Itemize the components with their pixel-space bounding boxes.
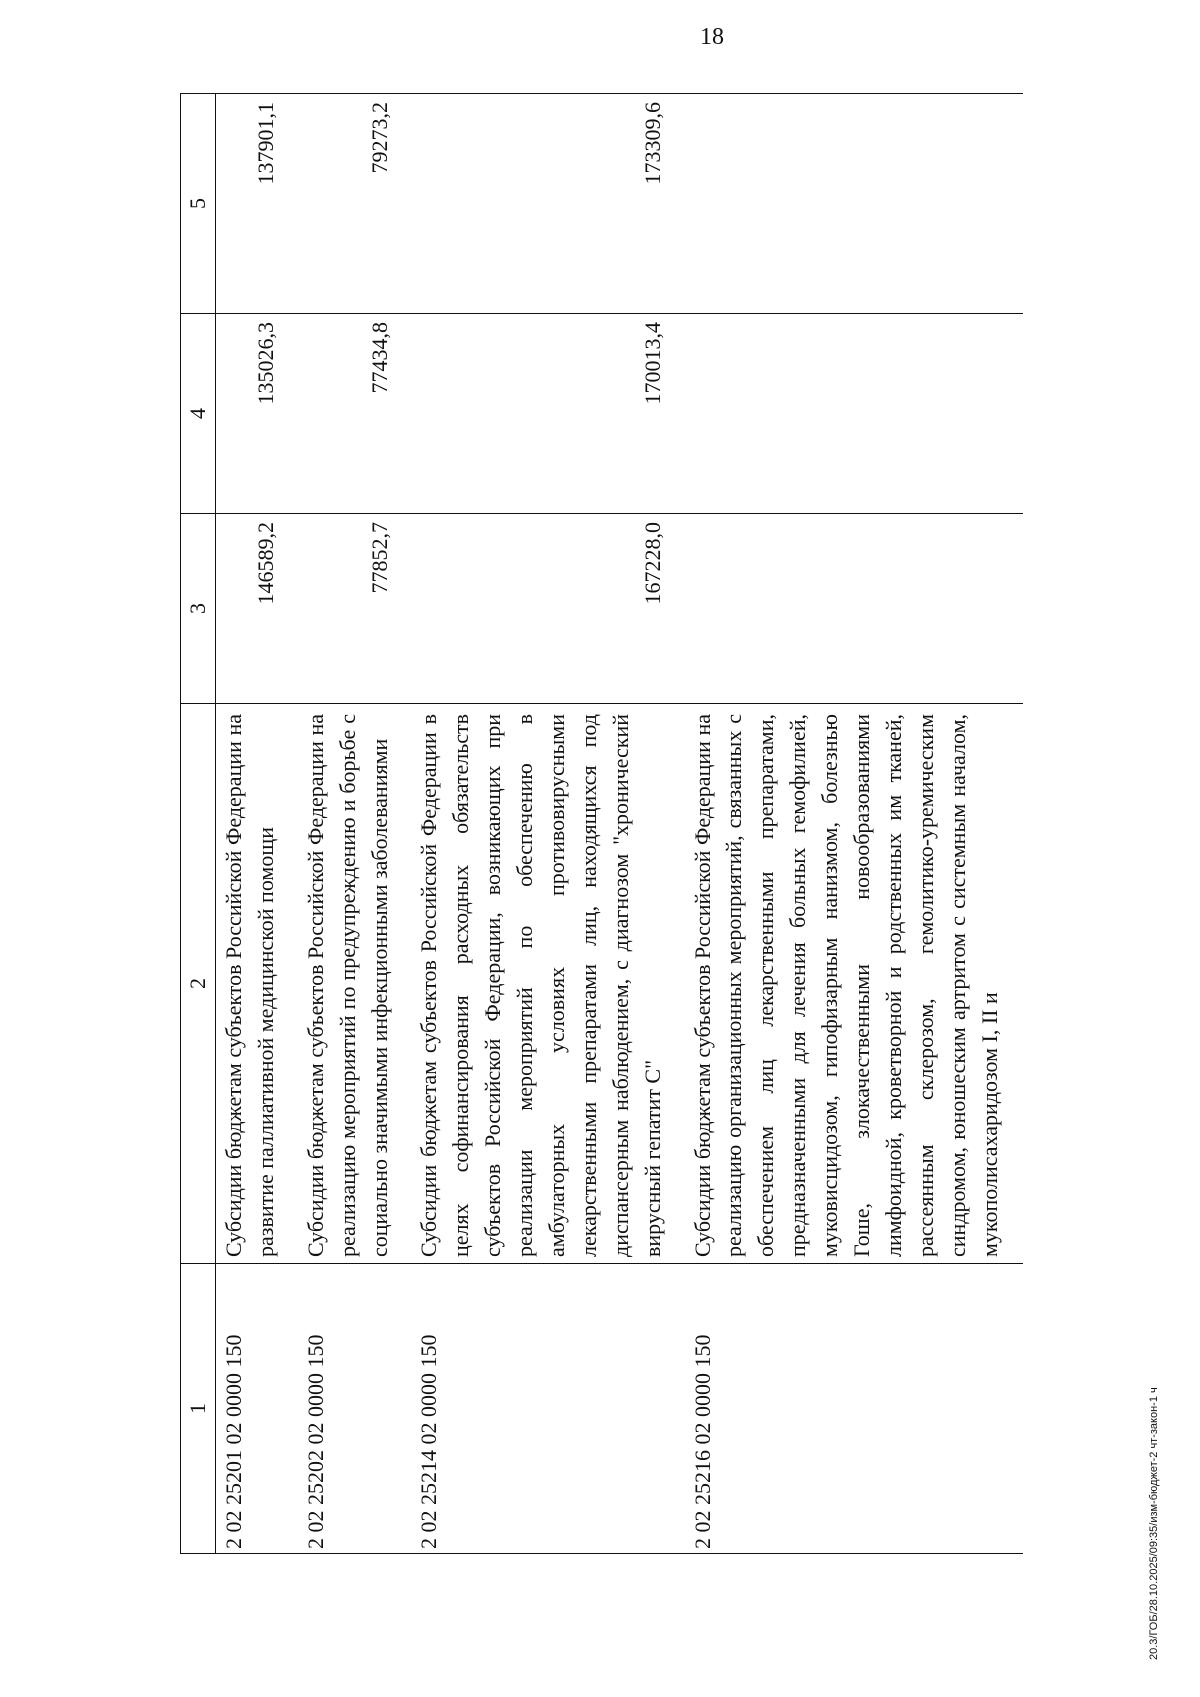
table-row	[413, 94, 686, 1554]
value-col-5: 79273,2	[300, 94, 414, 314]
value-col-4	[687, 314, 1024, 514]
budget-code: 2 02 25201 02 0000 150	[216, 1264, 300, 1554]
budget-code: 2 02 25216 02 0000 150	[687, 1264, 1024, 1554]
header-row	[181, 94, 216, 1554]
budget-code: 2 02 25214 02 0000 150	[413, 1264, 686, 1554]
rotated-page-content	[180, 94, 1000, 1554]
value-col-3	[687, 514, 1024, 704]
value-col-3: 146589,2	[216, 514, 300, 704]
col-header-4: 4	[181, 314, 216, 514]
item-description: Субсидии бюджетам субъектов Российской Федерации на реализацию мероприятий по предупреждению и борьбе с социально значимыми инфекционными заболеваниями	[300, 704, 414, 1264]
value-col-5	[687, 94, 1024, 314]
value-col-5: 137901,1	[216, 94, 300, 314]
col-header-3: 3	[181, 514, 216, 704]
value-col-4: 77434,8	[300, 314, 414, 514]
value-col-3: 77852,7	[300, 514, 414, 704]
value-col-4: 135026,3	[216, 314, 300, 514]
value-col-5: 173309,6	[413, 94, 686, 314]
table-row	[687, 94, 1024, 1554]
item-description: Субсидии бюджетам субъектов Российской Федерации на реализацию организационных мероприятий, связанных с обеспечением лиц лекарственными препаратами, предназначенными для лечения больных гемофилией, муковисцидозом, гипофизарным нанизмом, болезнью Гоше, злокачественными новообразованиями лимфоидной, кроветворной и родственных им тканей, рассеянным склерозом, гемолитико-уремическим синдромом, юношеским артритом с системным началом, мукополисахаридозом I, II и	[687, 704, 1024, 1264]
value-col-3: 167228,0	[413, 514, 686, 704]
value-col-4: 170013,4	[413, 314, 686, 514]
table-row	[300, 94, 414, 1554]
budget-code: 2 02 25202 02 0000 150	[300, 1264, 414, 1554]
col-header-1: 1	[181, 1264, 216, 1554]
budget-table	[180, 93, 1023, 1554]
document-footer-meta: 20.3/ГОБ/28.10.2025/09:35/изм-бюджет-2 чт-закон-1 ч	[1148, 1387, 1160, 1660]
col-header-5: 5	[181, 94, 216, 314]
page-number: 18	[700, 24, 724, 50]
item-description: Субсидии бюджетам субъектов Российской Федерации в целях софинансирования расходных обязательств субъектов Российской Федерации, возникающих при реализации мероприятий по обеспечению в амбулаторных условиях противовирусными лекарственными препаратами лиц, находящихся под диспансерным наблюдением, с диагнозом "хронический вирусный гепатит С"	[413, 704, 686, 1264]
col-header-2: 2	[181, 704, 216, 1264]
table-row	[216, 94, 300, 1554]
item-description: Субсидии бюджетам субъектов Российской Федерации на развитие паллиативной медицинской помощи	[216, 704, 300, 1264]
